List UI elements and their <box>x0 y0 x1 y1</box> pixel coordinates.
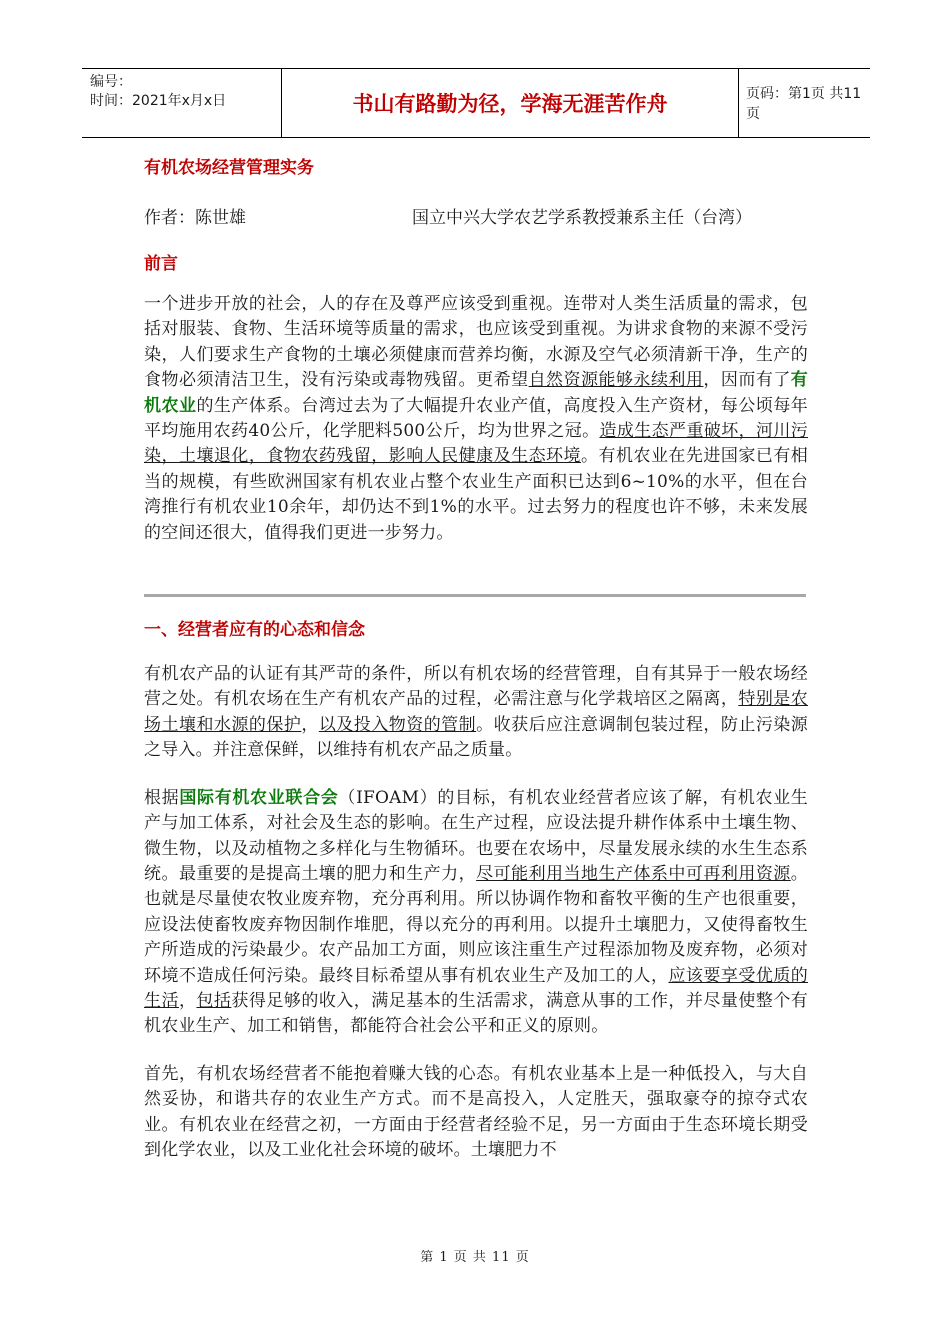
header-meta-cell <box>82 69 282 137</box>
paragraph-3: 根据国际有机农业联合会（IFOAM）的目标，有机农业经营者应该了解，有机农业生产与加工体系，对社会及生态的影响。在生产过程，应设法提升耕作体系中土壤生物、微生物，以及动植物之多样化与生物循环。也要在农场中，尽量发展永续的水生生态系统。最重要的是提高土壤的肥力和生产力，尽可能利用当地生产体系中可再利用资源。也就是尽量使农牧业废弃物，充分再利用。所以协调作物和畜牧平衡的生产也很重要，应设法使畜牧废弃物因制作堆肥，得以充分的再利用。以提升土壤肥力，又使得畜牧生产所造成的污染最少。农产品加工方面，则应该注重生产过程添加物及废弃物，必须对环境不造成任何污染。最终目标希望从事有机农业生产及加工的人，应该要享受优质的生活，包括获得足够的收入，满足基本的生活需求，满意从事的工作，并尽量使整个有机农业生产、加工和销售，都能符合社会公平和正义的原则。 <box>144 787 809 1037</box>
author: 作者：陈世雄 <box>144 208 246 228</box>
date-label: 时间：2021年x月x日 <box>90 93 227 109</box>
keyword-ifoam: 国际有机农业联合会 <box>179 787 339 808</box>
preface-heading: 前言 <box>144 254 178 274</box>
affiliation: 国立中兴大学农艺学系教授兼系主任（台湾） <box>412 208 752 228</box>
underlined-text: 应该要享受优质的生活 <box>144 965 809 1011</box>
section-divider <box>144 594 806 597</box>
serial-label: 编号： <box>90 74 132 90</box>
underlined-text: 尽可能利用当地生产体系中可再利用资源 <box>476 863 791 884</box>
underlined-text: 造成生态严重破坏，河川污染，土壤退化，食物农药残留，影响人民健康及生态环境 <box>144 421 808 467</box>
author-line <box>144 198 808 238</box>
keyword-organic-agriculture: 有机农业 <box>144 370 808 416</box>
underlined-text: 包括 <box>196 990 232 1011</box>
paragraph-2: 有机农产品的认证有其严苛的条件，所以有机农场的经营管理，自有其异于一般农场经营之处。有机农场在生产有机农产品的过程，必需注意与化学栽培区之隔离，特别是农场土壤和水源的保护，以及投入物资的管制。收获后应注意调制包装过程，防止污染源之导入。并注意保鲜，以维持有机农产品之质量。 <box>144 664 808 761</box>
doc-title: 有机农场经营管理实务 <box>144 158 314 178</box>
page-footer: 第 1 页 共 11 页 <box>420 1250 530 1265</box>
paragraph-4: 首先，有机农场经营者不能抱着赚大钱的心态。有机农业基本上是一种低投入，与大自然妥协，和谐共存的农业生产方式。而不是高投入，人定胜天，强取豪夺的掠夺式农业。有机农业在经营之初，一方面由于经营者经验不足，另一方面由于生态环境长期受到化学农业，以及工业化社会环境的破坏。土壤肥力不 <box>144 1063 808 1160</box>
header-table <box>82 68 870 138</box>
motto: 书山有路勤为径，学海无涯苦作舟 <box>282 69 739 137</box>
underlined-text: 特别是农场土壤和水源的保护 <box>144 689 808 735</box>
preface-paragraph: 一个进步开放的社会，人的存在及尊严应该受到重视。连带对人类生活质量的需求，包括对服装、食物、生活环境等质量的需求，也应该受到重视。为讲求食物的来源不受污染，人们要求生产食物的土壤必须健康而营养均衡，水源及空气必须清新干净，生产的食物必须清洁卫生，没有污染或毒物残留。更希望自然资源能够永续利用，因而有了有机农业的生产体系。台湾过去为了大幅提升农业产值，高度投入生产资材，每公顷每年平均施用农药40公斤，化学肥料500公斤，均为世界之冠。造成生态严重破坏，河川污染，土壤退化，食物农药残留，影响人民健康及生态环境。有机农业在先进国家已有相当的规模，有些欧洲国家有机农业占整个农业生产面积已达到6~10%的水平，但在台湾推行有机农业10余年，却仍达不到1%的水平。过去努力的程度也许不够，未来发展的空间还很大，值得我们更进一步努力。 <box>144 294 809 543</box>
page-label: 页码：第1页 共11页 <box>746 86 862 122</box>
document-body <box>144 148 808 1163</box>
underlined-text: 以及投入物资的管制 <box>318 714 477 735</box>
underlined-text: 自然资源能够永续利用 <box>528 370 704 391</box>
section1-heading: 一、经营者应有的心态和信念 <box>144 620 365 641</box>
